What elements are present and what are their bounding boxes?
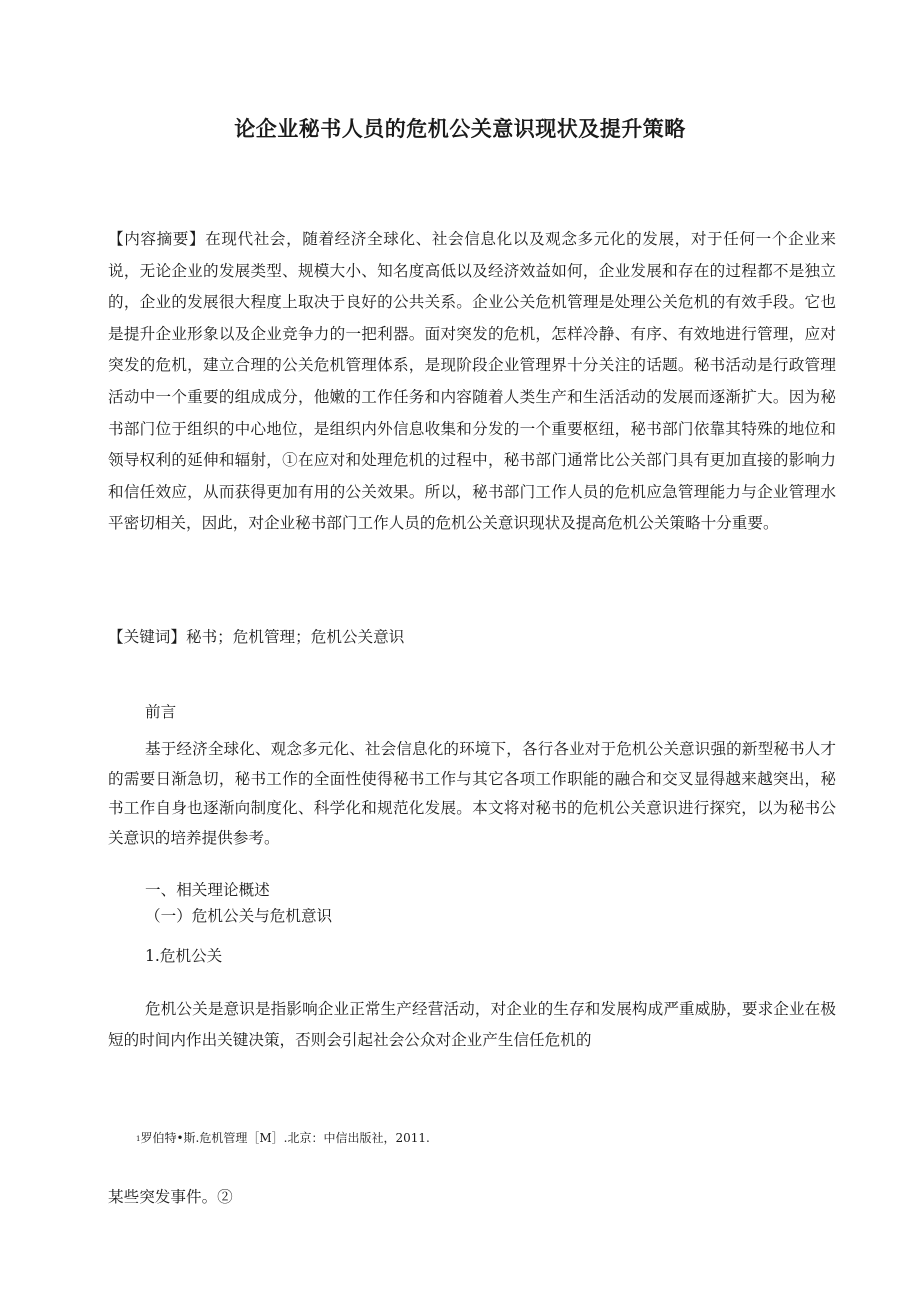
keywords-text: 秘书；危机管理；危机公关意识 — [185, 628, 405, 646]
preface-paragraph: 基于经济全球化、观念多元化、社会信息化的环境下，各行各业对于危机公关意识强的新型秘书人才的需要日渐急切，秘书工作的全面性使得秘书工作与其它各项工作职能的融合和交叉显得越来越突出，秘书工作自身也逐渐向制度化、科学化和规范化发展。本文将对秘书的危机公关意识进行探究，以为秘书公关意识的培养提供参考。 — [108, 740, 836, 847]
section-heading: 一、相关理论概述 — [145, 881, 270, 899]
definition-paragraph: 危机公关是意识是指影响企业正常生产经营活动，对企业的生存和发展构成严重威胁，要求企业在极短的时间内作出关键决策，否则会引起社会公众对企业产生信任危机的 — [108, 1000, 836, 1049]
abstract-text: 在现代社会，随着经济全球化、社会信息化以及观念多元化的发展，对于任何一个企业来说，无论企业的发展类型、规模大小、知名度高低以及经济效益如何，企业发展和存在的过程都不是独立的，企业的发展很大程度上取决于良好的公共关系。企业公关危机管理是处理公关危机的有效手段。它也是提升企业形象以及企业竞争力的一把利器。面对突发的危机，怎样冷静、有序、有效地进行管理，应对突发的危机，建立合理的公关危机管理体系，是现阶段企业管理界十分关注的话题。秘书活动是行政管理活动中一个重要的组成成分，他嫩的工作任务和内容随着人类生产和生活活动的发展而逐渐扩大。因为秘书部门位于组织的中心地位，是组织内外信息收集和分发的一个重要枢纽，秘书部门依靠其特殊的地位和领导权利的延伸和辐射，①在应对和处理危机的过程中，秘书部门通常比公关部门具有更加直接的影响力和信任效应，从而获得更加有用的公关效果。所以，秘书部门工作人员的危机应急管理能力与企业管理水平密切相关，因此，对企业秘书部门工作人员的危机公关意识现状及提高危机公关策略十分重要。 — [108, 230, 836, 533]
keywords-label: 【关键词】 — [108, 628, 186, 646]
footnote — [136, 1128, 430, 1148]
footnote-marker: 1 — [136, 1135, 141, 1143]
footnote-text: 罗伯特•斯.危机管理［M］.北京：中信出版社，2011. — [140, 1131, 430, 1145]
abstract-label: 【内容摘要】 — [108, 230, 206, 248]
preface-heading: 前言 — [145, 703, 177, 721]
keywords-line — [108, 622, 836, 652]
document-title: 论企业秘书人员的危机公关意识现状及提升策略 — [234, 117, 686, 141]
continuation-text: 某些突发事件。② — [108, 1188, 233, 1206]
abstract-paragraph — [108, 224, 836, 540]
item-heading: 1.危机公关 — [145, 947, 223, 965]
subsection-heading: （一）危机公关与危机意识 — [145, 907, 333, 925]
